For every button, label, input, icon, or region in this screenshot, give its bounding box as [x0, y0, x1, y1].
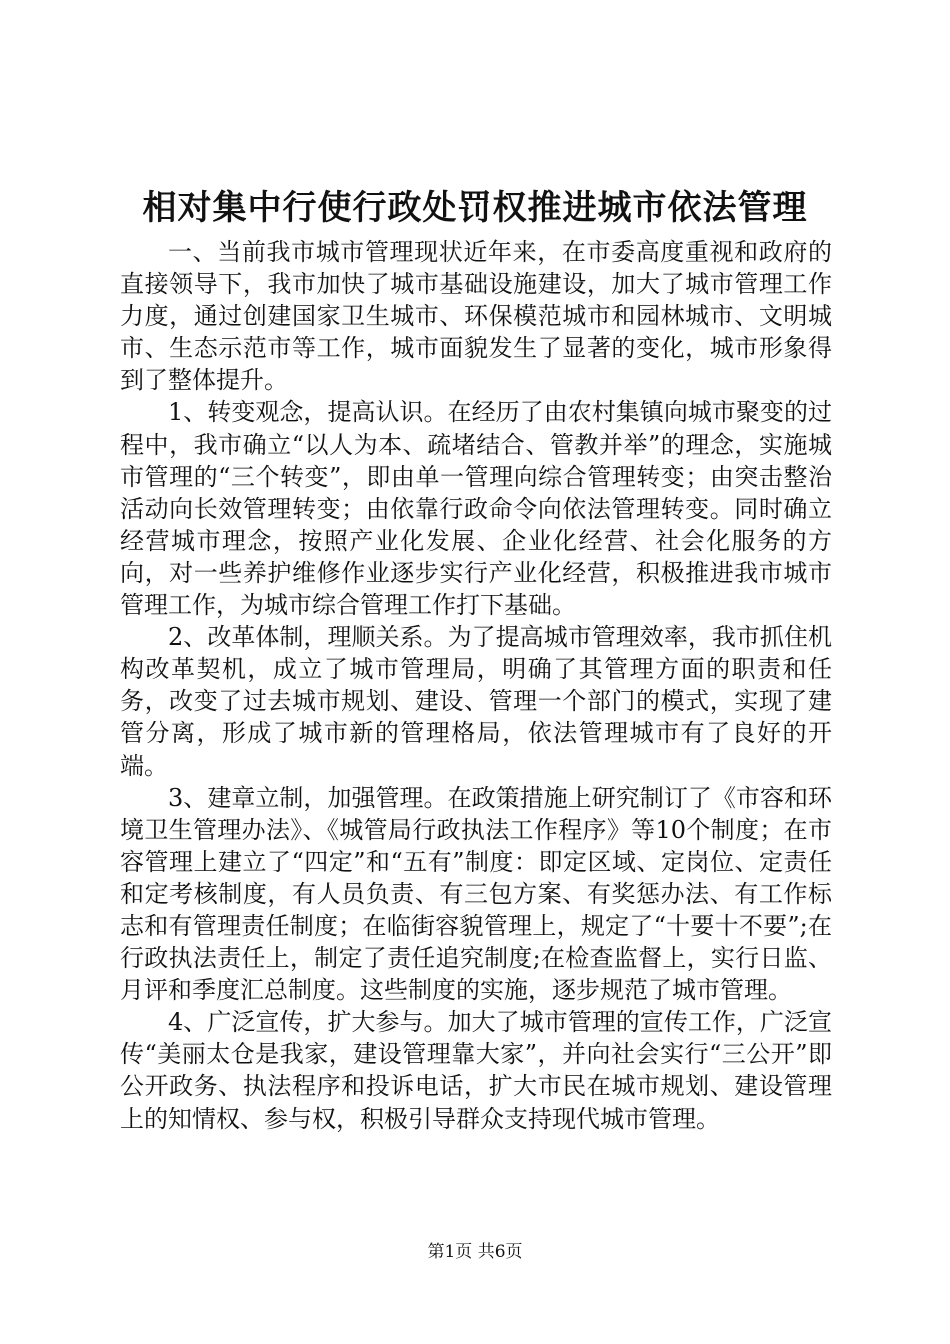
paragraph-1: 1、转变观念，提高认识。在经历了由农村集镇向城市聚变的过程中，我市确立“以人为本、疏堵结合、管教并举”的理念，实施城市管理的“三个转变”，即由单一管理向综合管理转变；由突击整治活动向长效管理转变；由依靠行政命令向依法管理转变。同时确立经营城市理念，按照产业化发展、企业化经营、社会化服务的方向，对一些养护维修作业逐步实行产业化经营，积极推进我市城市管理工作，为城市综合管理工作打下基础。 — [120, 398, 832, 620]
paragraph-2: 2、改革体制，理顺关系。为了提高城市管理效率，我市抓住机构改革契机，成立了城市管理局，明确了其管理方面的职责和任务，改变了过去城市规划、建设、管理一个部门的模式，实现了建管分离，形成了城市新的管理格局，依法管理城市有了良好的开端。 — [120, 623, 832, 780]
page-number-footer: 第1页 共6页 — [427, 1242, 523, 1262]
document-title: 相对集中行使行政处罚权推进城市依法管理 — [142, 188, 808, 228]
paragraph-4: 4、广泛宣传，扩大参与。加大了城市管理的宣传工作，广泛宣传“美丽太仓是我家，建设管理靠大家”，并向社会实行“三公开”即公开政务、执法程序和投诉电话，扩大市民在城市规划、建设管理上的知情权、参与权，积极引导群众支持现代城市管理。 — [120, 1008, 832, 1133]
paragraph-intro: 一、当前我市城市管理现状近年来，在市委高度重视和政府的直接领导下，我市加快了城市基础设施建设，加大了城市管理工作力度，通过创建国家卫生城市、环保模范城市和园林城市、文明城市、生态示范市等工作，城市面貌发生了显著的变化，城市形象得到了整体提升。 — [120, 238, 832, 395]
paragraph-3: 3、建章立制，加强管理。在政策措施上研究制订了《市容和环境卫生管理办法》、《城管局行政执法工作程序》等10个制度；在市容管理上建立了“四定”和“五有”制度：即定区域、定岗位、定责任和定考核制度，有人员负责、有三包方案、有奖惩办法、有工作标志和有管理责任制度；在临街容貌管理上，规定了“十要十不要”;在行政执法责任上，制定了责任追究制度;在检查监督上，实行日监、月评和季度汇总制度。这些制度的实施，逐步规范了城市管理。 — [120, 783, 832, 1005]
document-body — [120, 236, 832, 1135]
